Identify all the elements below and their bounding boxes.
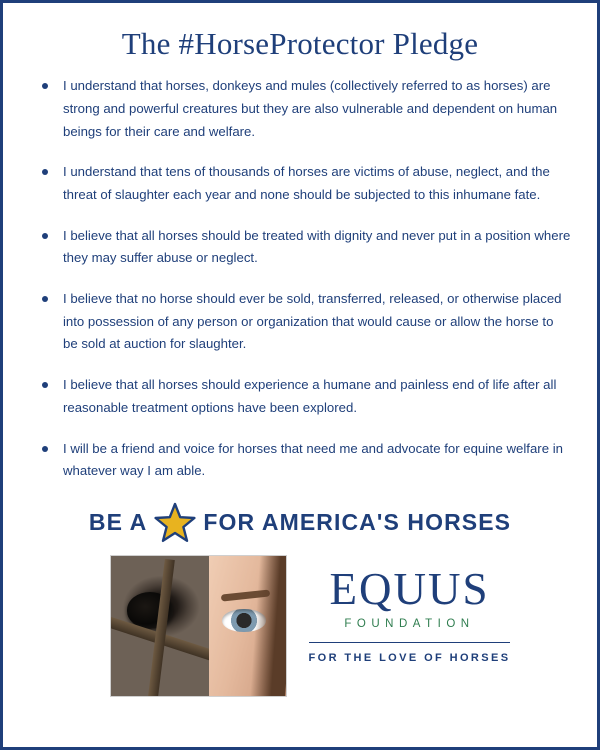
slogan-banner	[3, 501, 597, 545]
list-item	[33, 288, 571, 356]
logo-subtitle: FOUNDATION	[344, 617, 475, 630]
bullet-icon	[42, 446, 48, 452]
logo-tagline: FOR THE LOVE OF HORSES	[308, 651, 511, 664]
pledge-text: I believe that all horses should experience a humane and painless end of life after all reasonable treatment options have been explored.	[63, 377, 557, 415]
bullet-icon	[42, 83, 48, 89]
pledge-text: I understand that horses, donkeys and mules (collectively referred to as horses) are strong and powerful creatures but they are also vulnerable and dependent on human beings for their care and welfare.	[63, 78, 558, 139]
slogan-text-before: BE A	[88, 509, 148, 536]
bullet-icon	[42, 233, 48, 239]
list-item	[33, 374, 571, 419]
bullet-icon	[42, 296, 48, 302]
hair	[249, 555, 287, 697]
logo-divider	[309, 642, 511, 643]
bullet-icon	[42, 169, 48, 175]
horse-and-human-photo	[110, 555, 287, 697]
footer-section	[3, 545, 597, 697]
page-title: The #HorseProtector Pledge	[121, 26, 479, 61]
pledge-text: I will be a friend and voice for horses that need me and advocate for equine welfare in whatever way I am able.	[63, 440, 563, 479]
bullet-icon	[42, 382, 48, 388]
list-item	[33, 438, 571, 483]
human-eye-half	[209, 556, 286, 696]
pledge-text: I understand that tens of thousands of horses are victims of abuse, neglect, and the threat of slaughter each year and none should be subjected to this inhumane fate.	[63, 164, 550, 202]
logo-wordmark: EQUUS	[329, 563, 490, 614]
slogan-text-after: FOR AMERICA'S HORSES	[203, 509, 512, 536]
pledge-text: I believe that all horses should be treated with dignity and never put in a position where they may suffer abuse or neglect.	[63, 227, 571, 266]
gold-star-icon	[153, 501, 197, 545]
pledge-text: I believe that no horse should ever be sold, transferred, released, or otherwise placed into possession of any person or organization that would cause or allow the horse to be sold at auction for slaughter.	[63, 291, 562, 352]
equus-foundation-logo	[309, 555, 511, 664]
pledge-list	[3, 75, 597, 483]
list-item	[33, 75, 571, 143]
list-item	[33, 161, 571, 206]
list-item	[33, 225, 571, 270]
